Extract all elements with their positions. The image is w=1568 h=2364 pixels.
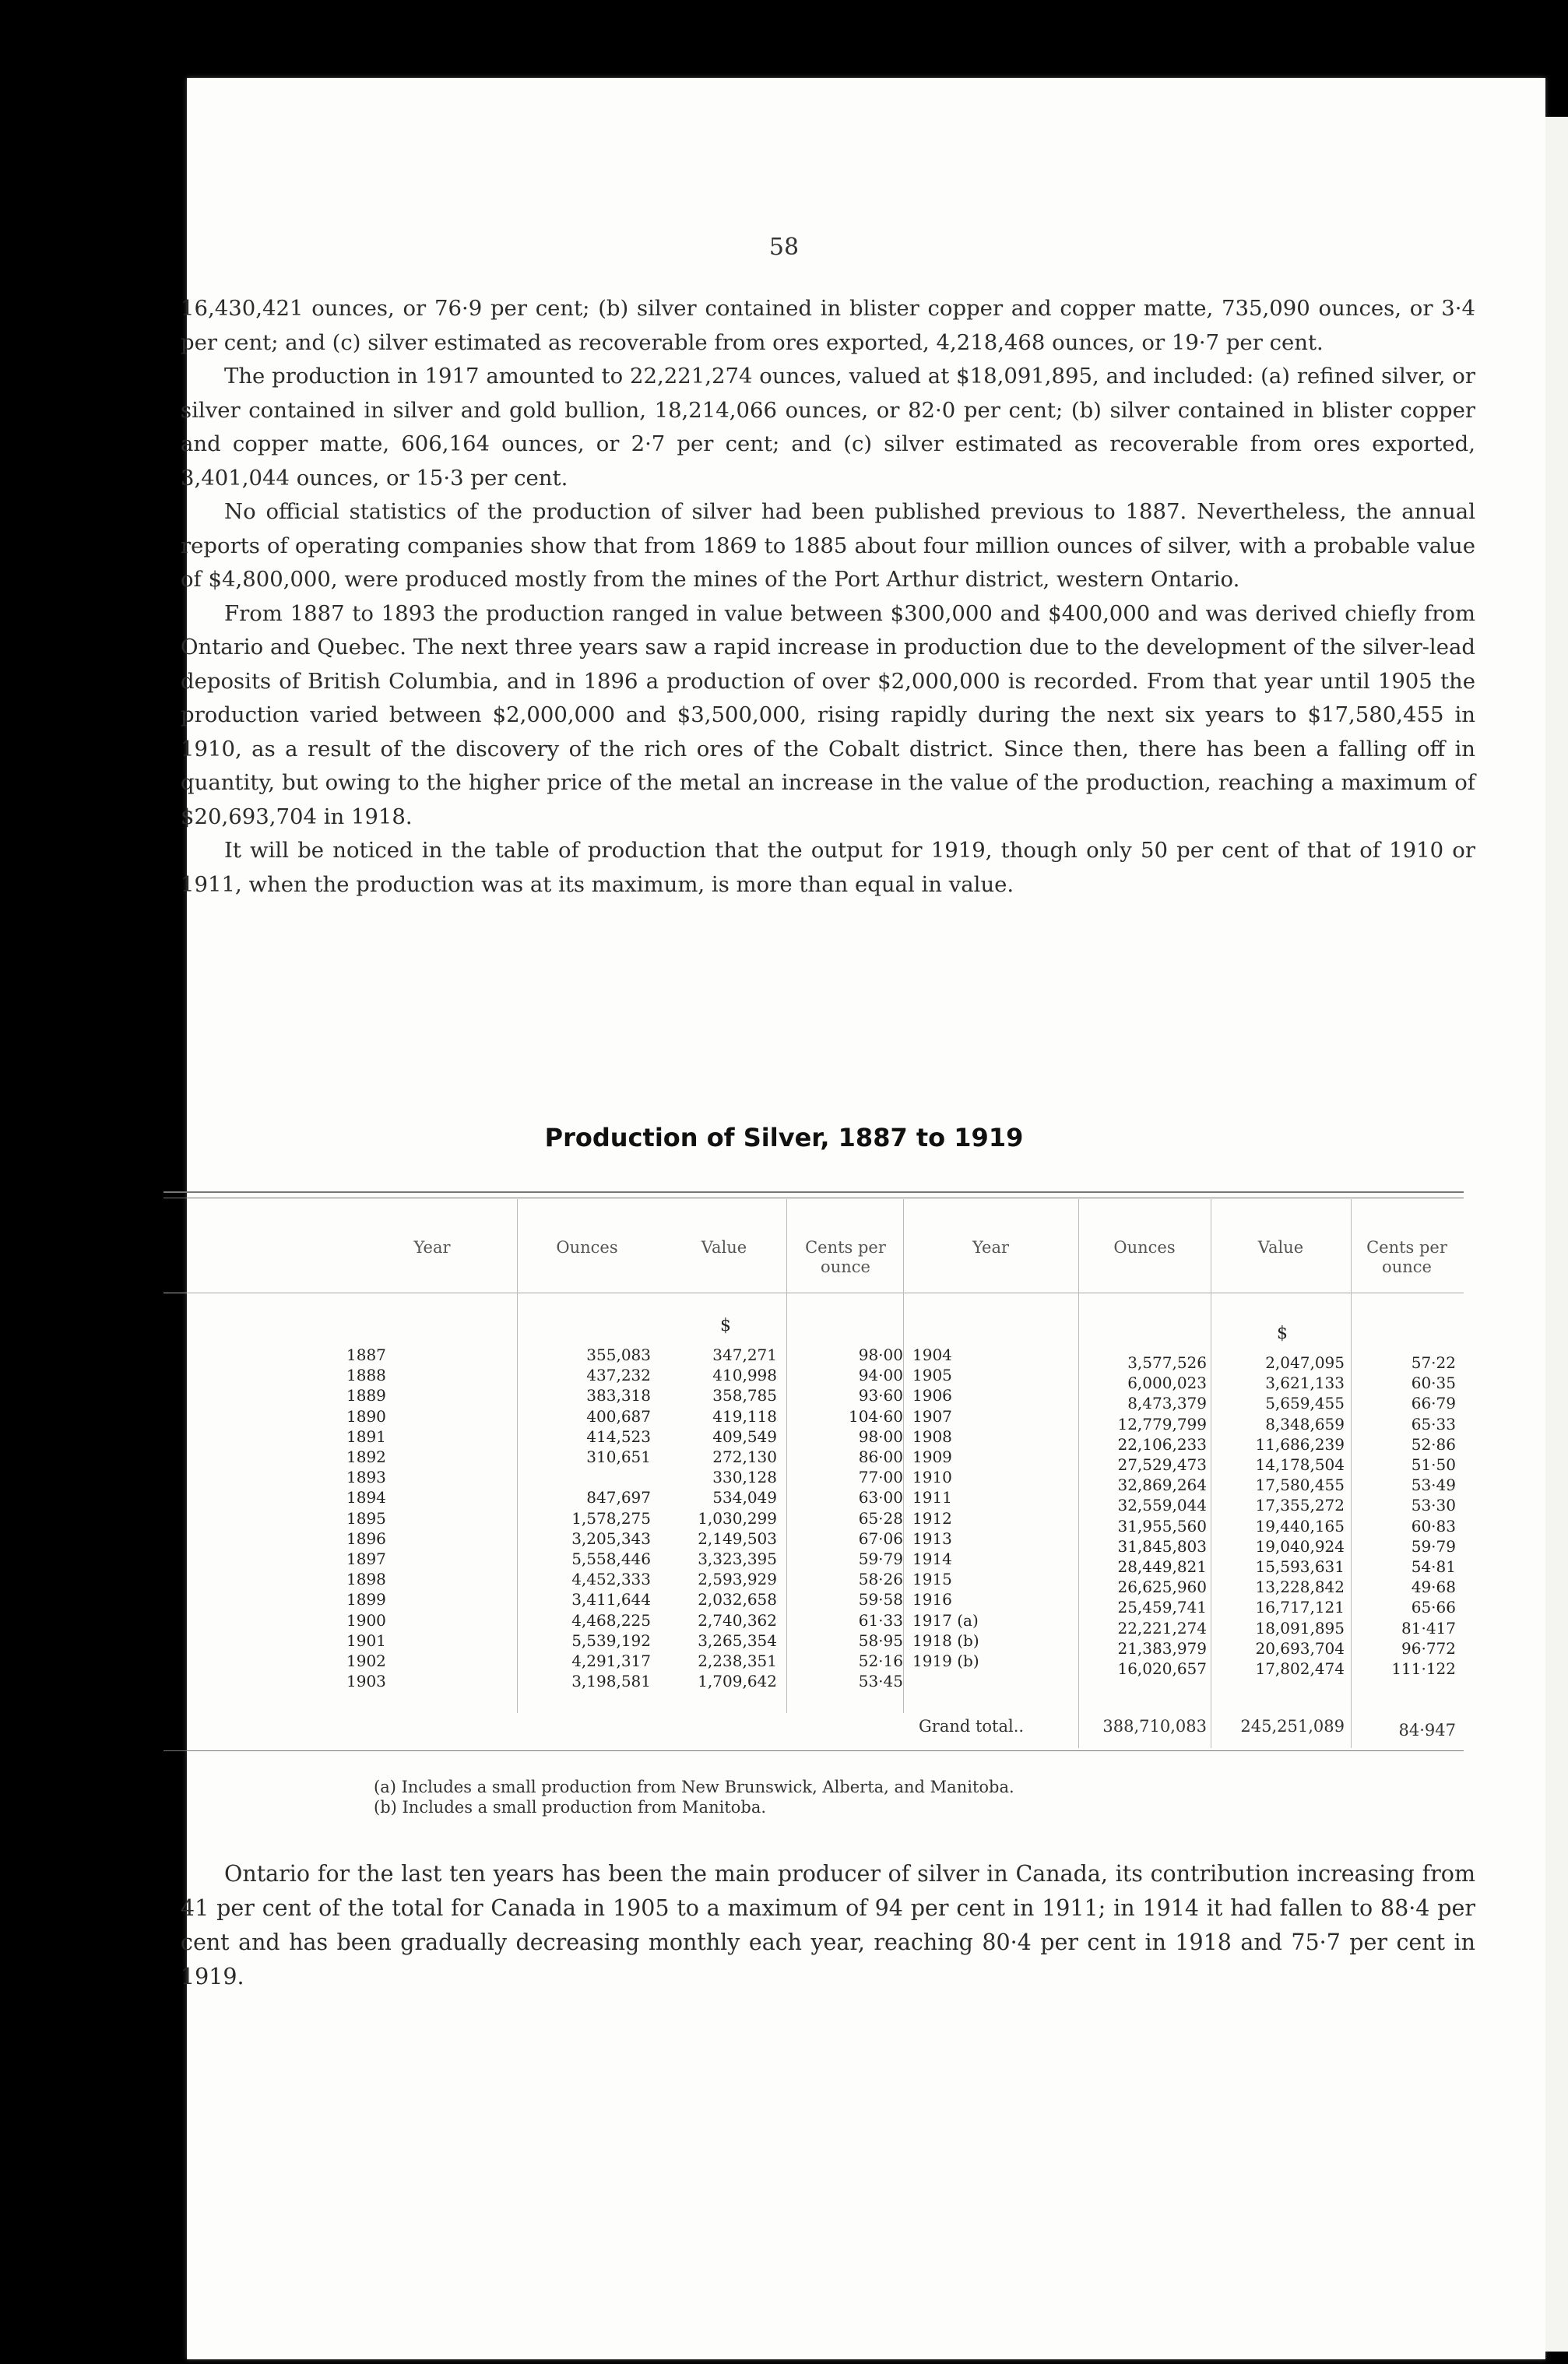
table-cell: 12,779,799: [1117, 1414, 1207, 1434]
footnote-a: (a) Includes a small production from New Brunswick, Alberta, and Manitoba.: [374, 1778, 1014, 1796]
table-cell: 347,271: [712, 1346, 777, 1364]
table-cell: 16,020,657: [1117, 1659, 1207, 1679]
table-cell: 3,265,354: [698, 1631, 777, 1650]
table-cell: 65·66: [1411, 1598, 1456, 1617]
right-ounces-column: [1078, 1353, 1207, 1679]
table-cell: 14,178,504: [1255, 1455, 1345, 1475]
table-cell: 1898: [346, 1570, 386, 1589]
table-cell: 1915: [912, 1570, 952, 1589]
left-value-column: [662, 1345, 777, 1691]
table-cell: 65·28: [858, 1508, 903, 1528]
table-cell: 66·79: [1411, 1394, 1456, 1413]
table-cell: 20,693,704: [1255, 1638, 1345, 1658]
body-text-bottom: [181, 1857, 1475, 1994]
table-cell: 6,000,023: [1127, 1374, 1207, 1393]
table-cell: 1893: [346, 1468, 386, 1487]
table-cell: 59·58: [858, 1590, 903, 1609]
table-cell: 2,238,351: [698, 1652, 777, 1671]
table-cell: 3,577,526: [1127, 1353, 1207, 1372]
table-cell: 57·22: [1411, 1353, 1456, 1372]
table-cell: 104·60: [849, 1406, 903, 1426]
table-cell: 31,845,803: [1117, 1536, 1207, 1556]
table-cell: 77·00: [858, 1468, 903, 1487]
table-cell: 1917 (a): [912, 1610, 979, 1630]
table-cell: 4,452,333: [571, 1570, 651, 1589]
table-cell: 31,955,560: [1117, 1516, 1207, 1536]
header-year-left: Year: [413, 1238, 451, 1257]
table-cell: 3,411,644: [571, 1590, 651, 1609]
header-ounces-right: Ounces: [1113, 1238, 1176, 1257]
grand-total-value: 245,251,089: [1240, 1717, 1345, 1736]
left-year-column: [346, 1345, 502, 1691]
table-cell: 17,580,455: [1255, 1476, 1345, 1495]
table-cell: 1891: [346, 1426, 386, 1446]
grand-total-cents: 84·947: [1398, 1721, 1456, 1740]
table-cell: 272,130: [712, 1448, 777, 1467]
table-cell: 1889: [346, 1386, 386, 1405]
table-bottom-rule: [163, 1750, 1464, 1751]
table-cell: 5,539,192: [571, 1631, 651, 1650]
table-cell: 409,549: [712, 1426, 777, 1446]
table-cell: 98·00: [858, 1346, 903, 1364]
paragraph-4: From 1887 to 1893 the production ranged in value between $300,000 and $400,000 and was derived chiefly from Ontario and Quebec. The next three years saw a rapid increase in production due to the development of the silver-lead deposits of British Columbia, and in 1896 a production of over $2,000,000 is recorded. From that year until 1905 the production varied between $2,000,000 and $3,500,000, rising rapidly during the next six years to $17,580,455 in 1910, as a result of the discovery of the rich ores of the Cobalt district. Since then, there has been a falling off in quantity, but owing to the higher price of the metal an increase in the value of the production, reaching a maximum of $20,693,704 in 1918.: [181, 600, 1475, 829]
table-cell: 1904: [912, 1346, 952, 1364]
table-cell: 1903: [346, 1672, 386, 1691]
table-cell: 86·00: [858, 1448, 903, 1467]
table-cell: 1887: [346, 1346, 386, 1364]
table-cell: 4,468,225: [571, 1610, 651, 1630]
table-cell: 1905: [912, 1366, 952, 1385]
table-cell: 3,323,395: [698, 1550, 777, 1569]
table-cell: 1,578,275: [571, 1508, 651, 1528]
table-cell: 1910: [912, 1468, 952, 1487]
table-cell: 26,625,960: [1117, 1578, 1207, 1597]
table-cell: 2,032,658: [698, 1590, 777, 1609]
table-cell: 1918 (b): [912, 1631, 979, 1650]
column-divider: [903, 1199, 904, 1713]
footnote-b: (b) Includes a small production from Manitoba.: [374, 1798, 767, 1817]
body-text-top: [181, 292, 1475, 902]
table-cell: 1892: [346, 1448, 386, 1467]
table-cell: 1909: [912, 1448, 952, 1467]
table-cell: 5,558,446: [571, 1550, 651, 1569]
table-cell: 53·49: [1411, 1476, 1456, 1495]
table-cell: 61·33: [858, 1610, 903, 1630]
right-year-column: [912, 1345, 1076, 1671]
table-cell: 3,205,343: [571, 1529, 651, 1548]
table-cell: 52·16: [858, 1652, 903, 1671]
table-cell: 1916: [912, 1590, 952, 1609]
table-cell: 11,686,239: [1255, 1434, 1345, 1454]
table-cell: 330,128: [712, 1468, 777, 1487]
table-cell: 28,449,821: [1117, 1557, 1207, 1577]
table-cell: 1908: [912, 1426, 952, 1446]
table-cell: 52·86: [1411, 1434, 1456, 1454]
table-cell: 81·417: [1401, 1618, 1456, 1638]
table-cell: 94·00: [858, 1366, 903, 1385]
table-cell: 59·79: [858, 1550, 903, 1569]
table-cell: 847,697: [586, 1488, 651, 1507]
table-cell: 1,709,642: [698, 1672, 777, 1691]
header-value-left: Value: [701, 1238, 747, 1257]
table-cell: 1901: [346, 1631, 386, 1650]
table-cell: 96·772: [1401, 1638, 1456, 1658]
table-cell: 1911: [912, 1488, 952, 1507]
table-cell: 17,802,474: [1255, 1659, 1345, 1679]
table-cell: 19,440,165: [1255, 1516, 1345, 1536]
table-cell: 17,355,272: [1255, 1496, 1345, 1515]
table-cell: 3,621,133: [1265, 1374, 1345, 1393]
column-divider: [786, 1199, 787, 1713]
table-cell: 22,221,274: [1117, 1618, 1207, 1638]
table-cell: 1897: [346, 1550, 386, 1569]
closing-paragraph: Ontario for the last ten years has been the main producer of silver in Canada, its contribution increasing from 41 per cent of the total for Canada in 1905 to a maximum of 94 per cent in 1911; in 1914 it had fallen to 88·4 per cent and has been gradually decreasing monthly each year, reaching 80·4 per cent in 1918 and 75·7 per cent in 1919.: [181, 1861, 1475, 1989]
table-cell: 53·45: [858, 1672, 903, 1691]
column-divider: [1351, 1199, 1352, 1748]
table-cell: [517, 1467, 651, 1487]
header-cents-left: Cents per ounce: [805, 1238, 886, 1276]
table-cell: 1895: [346, 1508, 386, 1528]
table-cell: 63·00: [858, 1488, 903, 1507]
page-number: 58: [768, 234, 800, 261]
table-cell: 59·79: [1411, 1536, 1456, 1556]
table-cell: 54·81: [1411, 1557, 1456, 1577]
table-cell: 13,228,842: [1255, 1578, 1345, 1597]
table-cell: 60·35: [1411, 1374, 1456, 1393]
table-cell: 2,740,362: [698, 1610, 777, 1630]
table-cell: 25,459,741: [1117, 1598, 1207, 1617]
table-cell: 1900: [346, 1610, 386, 1630]
paragraph-2: The production in 1917 amounted to 22,221,274 ounces, valued at $18,091,895, and included: (a) refined silver, or silver contained in silver and gold bullion, 18,214,066 ounces, or 82·0 per cent; (b) silver contained in blister copper and copper matte, 606,164 ounces, or 2·7 per cent; and (c) silver estimated as recoverable from ores exported, 3,401,044 ounces, or 15·3 per cent.: [181, 364, 1475, 491]
table-cell: 32,869,264: [1117, 1476, 1207, 1495]
table-cell: 410,998: [712, 1366, 777, 1385]
table-cell: 49·68: [1411, 1578, 1456, 1597]
table-cell: 18,091,895: [1255, 1618, 1345, 1638]
table-top-rule: [163, 1191, 1464, 1193]
table-cell: 21,383,979: [1117, 1638, 1207, 1658]
table-title: Production of Silver, 1887 to 1919: [544, 1123, 1024, 1152]
table-cell: 358,785: [712, 1386, 777, 1405]
table-cell: 58·26: [858, 1570, 903, 1589]
table-cell: 355,083: [586, 1346, 651, 1364]
adjacent-page-edge: [1545, 117, 1568, 2352]
table-cell: 310,651: [586, 1448, 651, 1467]
table-cell: 1906: [912, 1386, 952, 1405]
paragraph-3: No official statistics of the production of silver had been published previous to 1887. Nevertheless, the annual reports of operating companies show that from 1869 to 1885 about four million ounces of silver, with a probable value of $4,800,000, were produced mostly from the mines of the Port Arthur district, western Ontario.: [181, 499, 1475, 592]
table-cell: 1890: [346, 1406, 386, 1426]
table-cell: 419,118: [712, 1406, 777, 1426]
left-cents-column: [788, 1345, 903, 1691]
table-cell: 58·95: [858, 1631, 903, 1650]
table-cell: 400,687: [586, 1406, 651, 1426]
table-cell: 3,198,581: [571, 1672, 651, 1691]
paragraph-5: It will be noticed in the table of production that the output for 1919, though only 50 per cent of that of 1910 or 1911, when the production was at its maximum, is more than equal in value.: [181, 838, 1475, 897]
table-cell: 1913: [912, 1529, 952, 1548]
table-cell: 53·30: [1411, 1496, 1456, 1515]
table-cell: 98·00: [858, 1426, 903, 1446]
table-cell: 437,232: [586, 1366, 651, 1385]
left-ounces-column: [517, 1345, 651, 1691]
table-cell: 4,291,317: [571, 1652, 651, 1671]
table-cell: 60·83: [1411, 1516, 1456, 1536]
table-cell: 93·60: [858, 1386, 903, 1405]
table-cell: 1894: [346, 1488, 386, 1507]
table-cell: 111·122: [1391, 1659, 1456, 1679]
table-cell: 534,049: [712, 1488, 777, 1507]
grand-total-ounces: 388,710,083: [1102, 1717, 1207, 1736]
table-cell: 22,106,233: [1117, 1434, 1207, 1454]
table-cell: 2,149,503: [698, 1529, 777, 1548]
table-cell: 8,473,379: [1127, 1394, 1207, 1413]
header-cents-right: Cents per ounce: [1366, 1238, 1447, 1276]
table-cell: 1912: [912, 1508, 952, 1528]
table-cell: 1899: [346, 1590, 386, 1609]
table-cell: 1,030,299: [698, 1508, 777, 1528]
table-cell: 51·50: [1411, 1455, 1456, 1475]
table-cell: 414,523: [586, 1426, 651, 1446]
table-cell: 8,348,659: [1265, 1414, 1345, 1434]
table-cell: 1914: [912, 1550, 952, 1569]
grand-total-label: Grand total..: [919, 1717, 1025, 1736]
right-cents-column: [1352, 1353, 1456, 1679]
table-cell: 32,559,044: [1117, 1496, 1207, 1515]
header-year-right: Year: [972, 1238, 1010, 1257]
paragraph-1: 16,430,421 ounces, or 76·9 per cent; (b) silver contained in blister copper and copper matte, 735,090 ounces, or 3·4 per cent; and (c) silver estimated as recoverable from ores exported, 4,218,468 ounces, or 19·7 per cent.: [181, 296, 1475, 355]
header-ounces-left: Ounces: [556, 1238, 618, 1257]
table-cell: 5,659,455: [1265, 1394, 1345, 1413]
table-cell: 19,040,924: [1255, 1536, 1345, 1556]
header-value-right: Value: [1257, 1238, 1304, 1257]
table-cell: 2,593,929: [698, 1570, 777, 1589]
table-cell: 383,318: [586, 1386, 651, 1405]
table-cell: 65·33: [1411, 1414, 1456, 1434]
table-cell: 1902: [346, 1652, 386, 1671]
dollar-sign-left: $: [720, 1316, 731, 1335]
table-cell: 1919 (b): [912, 1652, 979, 1671]
table-cell: 15,593,631: [1255, 1557, 1345, 1577]
table-cell: 1896: [346, 1529, 386, 1548]
table-cell: 67·06: [858, 1529, 903, 1548]
table-cell: 2,047,095: [1265, 1353, 1345, 1372]
table-cell: 1907: [912, 1406, 952, 1426]
dollar-sign-right: $: [1277, 1324, 1288, 1343]
table-cell: 27,529,473: [1117, 1455, 1207, 1475]
table-cell: 1888: [346, 1366, 386, 1385]
table-cell: 16,717,121: [1255, 1598, 1345, 1617]
right-value-column: [1211, 1353, 1345, 1679]
